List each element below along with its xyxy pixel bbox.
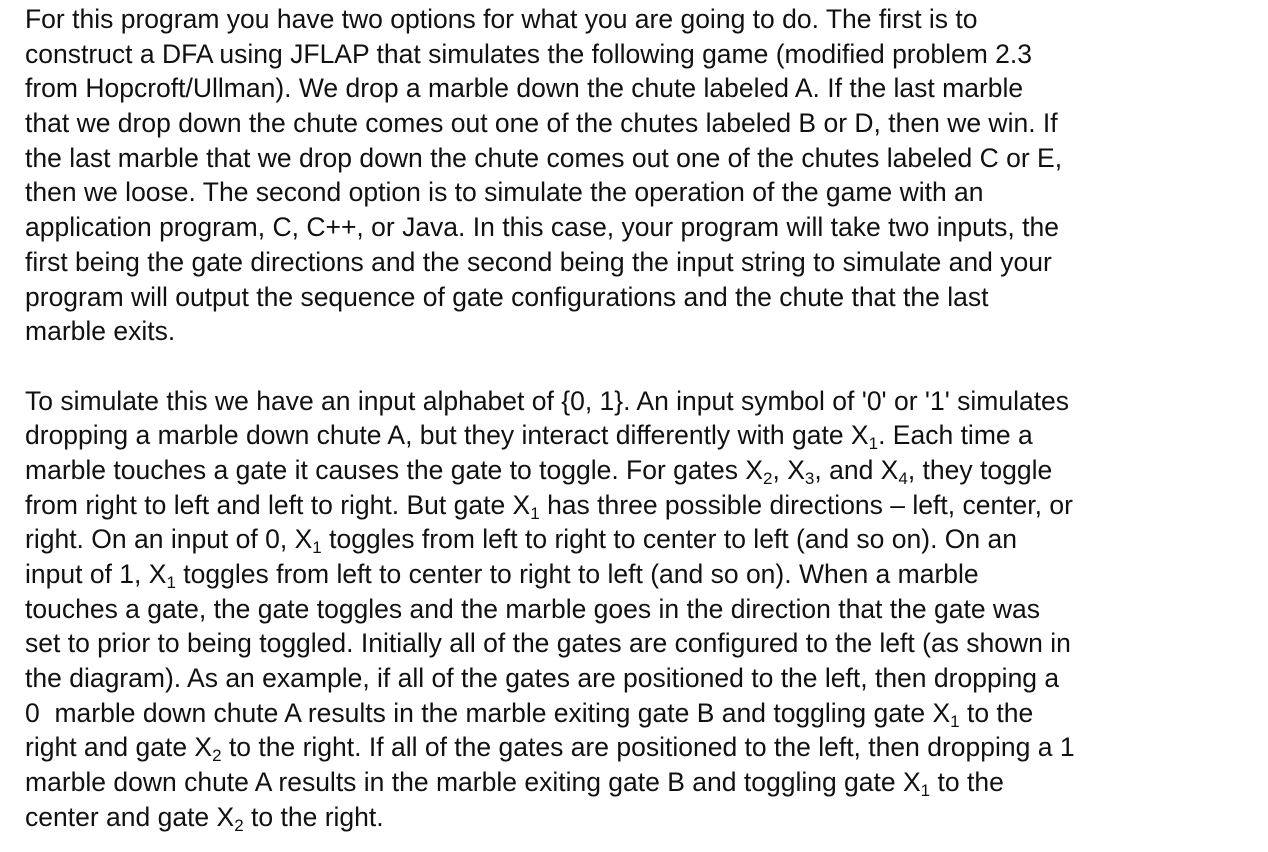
text-segment: input of 1, X xyxy=(25,559,167,589)
text-segment: to the right. xyxy=(243,801,384,832)
text-line: that we drop down the chute comes out one of the chutes labeled B or D, then we win. If xyxy=(25,108,1058,139)
text-line: construct a DFA using JFLAP that simulates the following game (modified problem 2.3 xyxy=(25,38,1033,69)
gate-subscript: 1 xyxy=(950,711,960,731)
text-line xyxy=(25,661,1260,696)
text-segment: right and gate X xyxy=(25,732,213,763)
text-segment: , and X xyxy=(814,454,899,485)
text-segment: to the right. If all of the gates are positioned to the left, then dropping a 1 xyxy=(221,732,1075,763)
text-segment: center and gate X xyxy=(25,801,235,832)
text-line xyxy=(25,592,1260,627)
text-segment: the diagram). As an example, if all of the gates are positioned to the left, then dropping a xyxy=(25,663,1060,694)
gate-subscript: 1 xyxy=(868,434,879,454)
paragraph-options xyxy=(25,2,1260,349)
text-line: marble exits. xyxy=(25,316,176,347)
text-line xyxy=(25,730,1260,765)
text-segment: to the xyxy=(930,767,1004,798)
text-segment: to the xyxy=(959,697,1034,728)
gate-subscript: 2 xyxy=(763,468,773,488)
text-segment: toggles from left to center to right to left (and so on). When a marble xyxy=(175,559,979,589)
text-segment: , they toggle xyxy=(907,454,1053,485)
text-segment: To simulate this we have an input alphabet of {0, 1}. An input symbol of '0' or '1' simulates xyxy=(25,385,1070,416)
gate-subscript: 2 xyxy=(234,815,244,835)
text-line: program will output the sequence of gate configurations and the chute that the last xyxy=(25,281,989,312)
text-line xyxy=(25,696,1260,731)
text-segment: dropping a marble down chute A, but they interact differently with gate X xyxy=(25,420,869,451)
gate-subscript: 3 xyxy=(804,468,815,488)
paragraph-simulation xyxy=(25,384,1260,835)
gate-subscript: 1 xyxy=(312,538,322,558)
text-segment: has three possible directions – left, center, or xyxy=(539,489,1073,520)
text-line xyxy=(25,800,1260,835)
gate-subscript: 4 xyxy=(898,468,908,488)
text-line: from Hopcroft/Ullman). We drop a marble down the chute labeled A. If the last marble xyxy=(25,73,1024,104)
text-line: first being the gate directions and the second being the input string to simulate and your xyxy=(25,246,1052,277)
text-line xyxy=(25,488,1260,523)
text-line xyxy=(25,522,1260,557)
gate-subscript: 1 xyxy=(920,781,931,801)
gate-subscript: 1 xyxy=(530,503,540,523)
text-segment: set to prior to being toggled. Initially all of the gates are configured to the left (as shown in xyxy=(25,628,1071,659)
text-segment: touches a gate, the gate toggles and the marble goes in the direction that the gate was xyxy=(25,593,1041,624)
text-line: then we loose. The second option is to simulate the operation of the game with an xyxy=(25,177,984,208)
text-segment: toggles from left to right to center to left (and so on). On an xyxy=(321,524,1017,555)
text-segment: right. On an input of 0, X xyxy=(25,524,313,555)
text-segment: 0 marble down chute A results in the marble exiting gate B and toggling gate X xyxy=(25,697,951,728)
gate-subscript: 2 xyxy=(212,746,222,766)
text-line: the last marble that we drop down the chute comes out one of the chutes labeled C or E, xyxy=(25,142,1063,173)
paragraph-gap xyxy=(25,349,1260,384)
text-line xyxy=(25,626,1260,661)
gate-subscript: 1 xyxy=(166,573,176,592)
text-line xyxy=(25,418,1260,453)
text-segment: from right to left and left to right. But gate X xyxy=(25,489,531,520)
text-line xyxy=(25,557,1260,592)
text-line xyxy=(25,453,1260,488)
text-segment: marble touches a gate it causes the gate to toggle. For gates X xyxy=(25,454,764,485)
text-line xyxy=(25,384,1260,419)
document-body xyxy=(25,2,1260,835)
text-line xyxy=(25,765,1260,800)
text-segment: marble down chute A results in the marble exiting gate B and toggling gate X xyxy=(25,767,921,798)
text-line: application program, C, C++, or Java. In this case, your program will take two inputs, the xyxy=(25,212,1059,243)
text-segment: . Each time a xyxy=(878,420,1033,451)
text-line: For this program you have two options for what you are going to do. The first is to xyxy=(25,4,978,34)
text-segment: , X xyxy=(772,454,805,485)
